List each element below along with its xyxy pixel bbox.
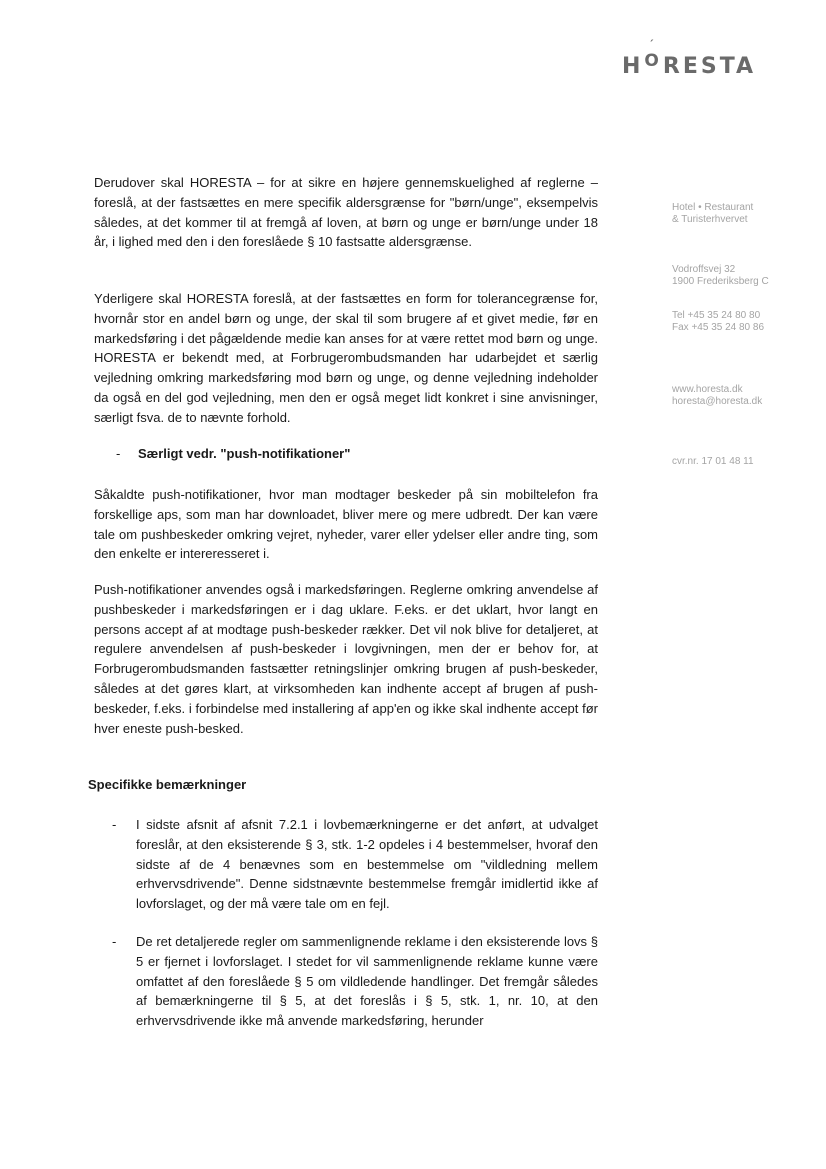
company-phone-fax — [672, 310, 764, 334]
email-link[interactable]: horesta@horesta.dk — [672, 396, 763, 407]
company-web — [672, 384, 762, 408]
bullet-item-comparative-advertising: - De ret detaljerede regler om sammenlignende reklame i den eksisterende lovs § 5 er fjernet i lovforslaget. I stedet for vil sammenlignende reklame kunne være omfattet af den foreslåede § 5 om vildledende handlinger. Det fremgår således af bemærkningerne til § 5, at det foreslås i § 5, stk. 1, nr. 10, at den erhvervsdrivende ikke må anvende markedsføring, herunder — [112, 934, 598, 1029]
cvr-number: cvr.nr. 17 01 48 11 — [672, 456, 754, 467]
bullet-item-misleading: - I sidste afsnit af afsnit 7.2.1 i lovbemærkningerne er det anført, at udvalget foreslår, at den eksisterende § 3, stk. 1-2 opdeles i 4 bestemmelser, hvoraf den sidste af de 4 benævnes som en bestemmelse om "vildledning mellem erhvervsdrivende". Denne sidstnævnte bestemmelse fremgår imidlertid ikke af lovforslaget, og der må være tale om en fejl. — [112, 817, 598, 912]
horesta-logo: $H^{O ´}$ RESTA — [622, 38, 757, 79]
website-link[interactable]: www.horesta.dk — [672, 384, 743, 395]
fax-number: Fax +45 35 24 80 86 — [672, 322, 765, 333]
section-heading-push: - Særligt vedr. "push-notifikationer" — [116, 446, 351, 461]
company-name: Hotel • Restaurant & Turisterhvervet — [672, 202, 754, 225]
company-address: Vodroffsvej 32 1900 Frederiksberg C — [672, 264, 769, 287]
paragraph-age-limit: Derudover skal HORESTA – for at sikre en højere gennemskuelighed af reglerne – foreslå, at der fastsættes en mere specifik aldersgrænse for "børn/unge", eksempelvis således, at det kommer til at fremgå af loven, at børn og unge er børn/unge under 18 år, i lighed med den i den foreslåede § 10 fastsatte aldersgrænse. — [94, 175, 598, 250]
paragraph-tolerance-limit: Yderligere skal HORESTA foreslå, at der fastsættes en form for tolerancegrænse for, hvornår stor en andel børn og unge, der skal til som brugere af et givet medie, før en markedsføring i det pågældende medie kan anses for at være rettet mod børn og unge. HORESTA er bekendt med, at Forbrugerombudsmanden har udarbejdet et særlig vejledning omkring markedsføring mod børn og unge, og denne vejledning indeholder da også en del god vejledning, men den er også meget lidt konkret i sine anvisninger, særligt fsva. de to nævnte forhold. — [94, 291, 598, 425]
paragraph-push-definition: Såkaldte push-notifikationer, hvor man modtager beskeder på sin mobiltelefon fra forskellige aps, som man har downloadet, bliver mere og mere udbredt. Der kan være tale om pushbeskeder omkring vejret, nyheder, varer eller ydelser eller andre ting, som den enkelte er intereresseret i. — [94, 487, 598, 562]
section-heading-specific-remarks: Specifikke bemærkninger — [88, 777, 247, 792]
paragraph-push-marketing: Push-notifikationer anvendes også i markedsføringen. Reglerne omkring anvendelse af pushbeskeder i markedsføringen er i dag uklare. F.eks. er det uklart, hvor langt en persons accept af at modtage push-beskeder rækker. Det vil nok blive for detaljeret, at regulere anvendelsen af push-beskeder i lovgivningen, men der er behov for, at Forbrugerombudsmanden fastsætter retningslinjer omkring brugen af push-beskeder, således at det gøres klart, at virksomheden kan indhente accept af brugen af push-beskeder, f.eks. i forbindelse med installering af app'en og ikke skal indhente accept før hver eneste push-besked. — [94, 582, 598, 736]
phone-number: Tel +45 35 24 80 80 — [672, 310, 761, 321]
